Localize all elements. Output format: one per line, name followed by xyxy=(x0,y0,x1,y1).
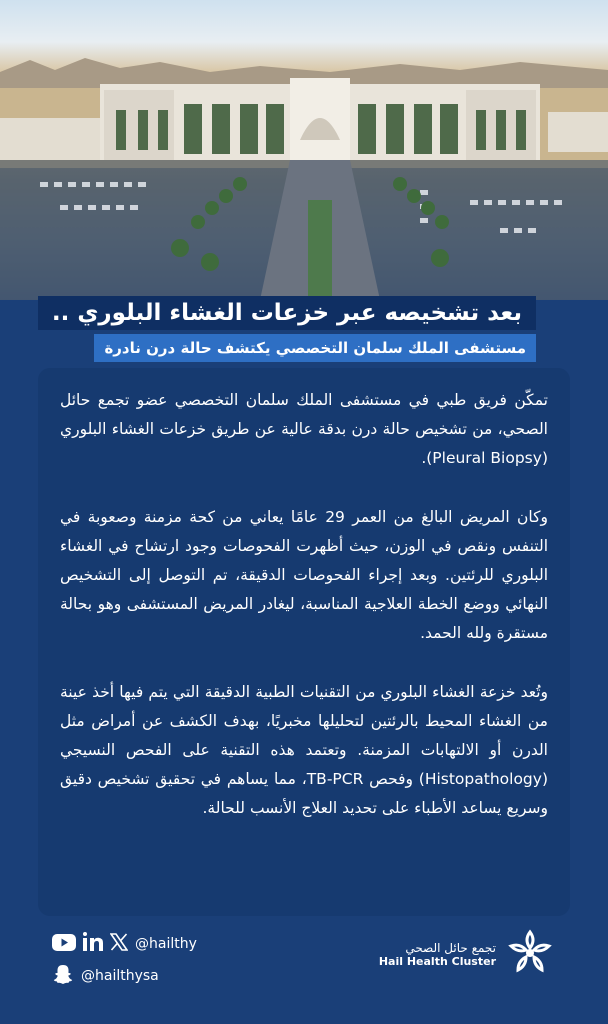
logo-arabic: تجمع حائل الصحي xyxy=(405,940,496,955)
headline-subtitle: مستشفى الملك سلمان التخصصي يكتشف حالة درن نادرة xyxy=(94,334,536,362)
handle-hailthy[interactable]: @hailthy xyxy=(135,936,197,952)
cluster-emblem-icon xyxy=(504,926,556,982)
snapchat-icon[interactable] xyxy=(52,963,74,989)
handle-hailthysa[interactable]: @hailthysa xyxy=(81,968,159,984)
article-paragraph: وكان المريض البالغ من العمر 29 عامًا يعاني من كحة مزمنة وصعوبة في التنفس ونقص في الوزن، حيث أظهرت الفحوصات وجود ارتشاح في الغشاء البلوري للرئتين. وبعد إجراء الفحوصات الدقيقة، تم التوصل إلى التشخيص النهائي ووضع الخطة العلاجية المناسبة، ليغادر المريض المستشفى وهو بحالة مستقرة ولله الحمد. xyxy=(60,508,548,642)
social-row-hailthy xyxy=(52,932,197,956)
logo-text xyxy=(379,941,496,968)
x-icon[interactable] xyxy=(110,933,128,955)
article-paragraph: وتُعد خزعة الغشاء البلوري من التقنيات الطبية الدقيقة التي يتم فيها أخذ عينة من الغشاء المحيط بالرئتين لتحليلها مخبريًا، بهدف الكشف عن أمراض مثل الدرن أو الالتهابات المزمنة. وتعتمد هذه التقنية على الفحص النسيجي (Histopathology) وفحص TB-PCR، مما يساهم في تحقيق تشخيص دقيق وسريع يساعد الأطباء على تحديد العلاج الأنسب للحالة. xyxy=(60,683,548,817)
hail-health-cluster-logo xyxy=(379,926,556,982)
article-panel xyxy=(38,368,570,916)
hospital-photo xyxy=(0,0,608,300)
article-paragraph: تمكّن فريق طبي في مستشفى الملك سلمان التخصصي عضو تجمع حائل الصحي، من تشخيص حالة درن بدقة عالية عن طريق خزعات الغشاء البلوري (Pleural Biopsy). xyxy=(60,391,548,467)
hospital-illustration xyxy=(0,0,608,300)
headline-title: بعد تشخيصه عبر خزعات الغشاء البلوري .. xyxy=(38,296,536,330)
logo-english: Hail Health Cluster xyxy=(378,954,496,968)
social-links xyxy=(52,932,197,996)
youtube-icon[interactable] xyxy=(52,934,76,955)
social-row-hailthysa xyxy=(52,964,197,988)
linkedin-icon[interactable] xyxy=(83,932,103,956)
